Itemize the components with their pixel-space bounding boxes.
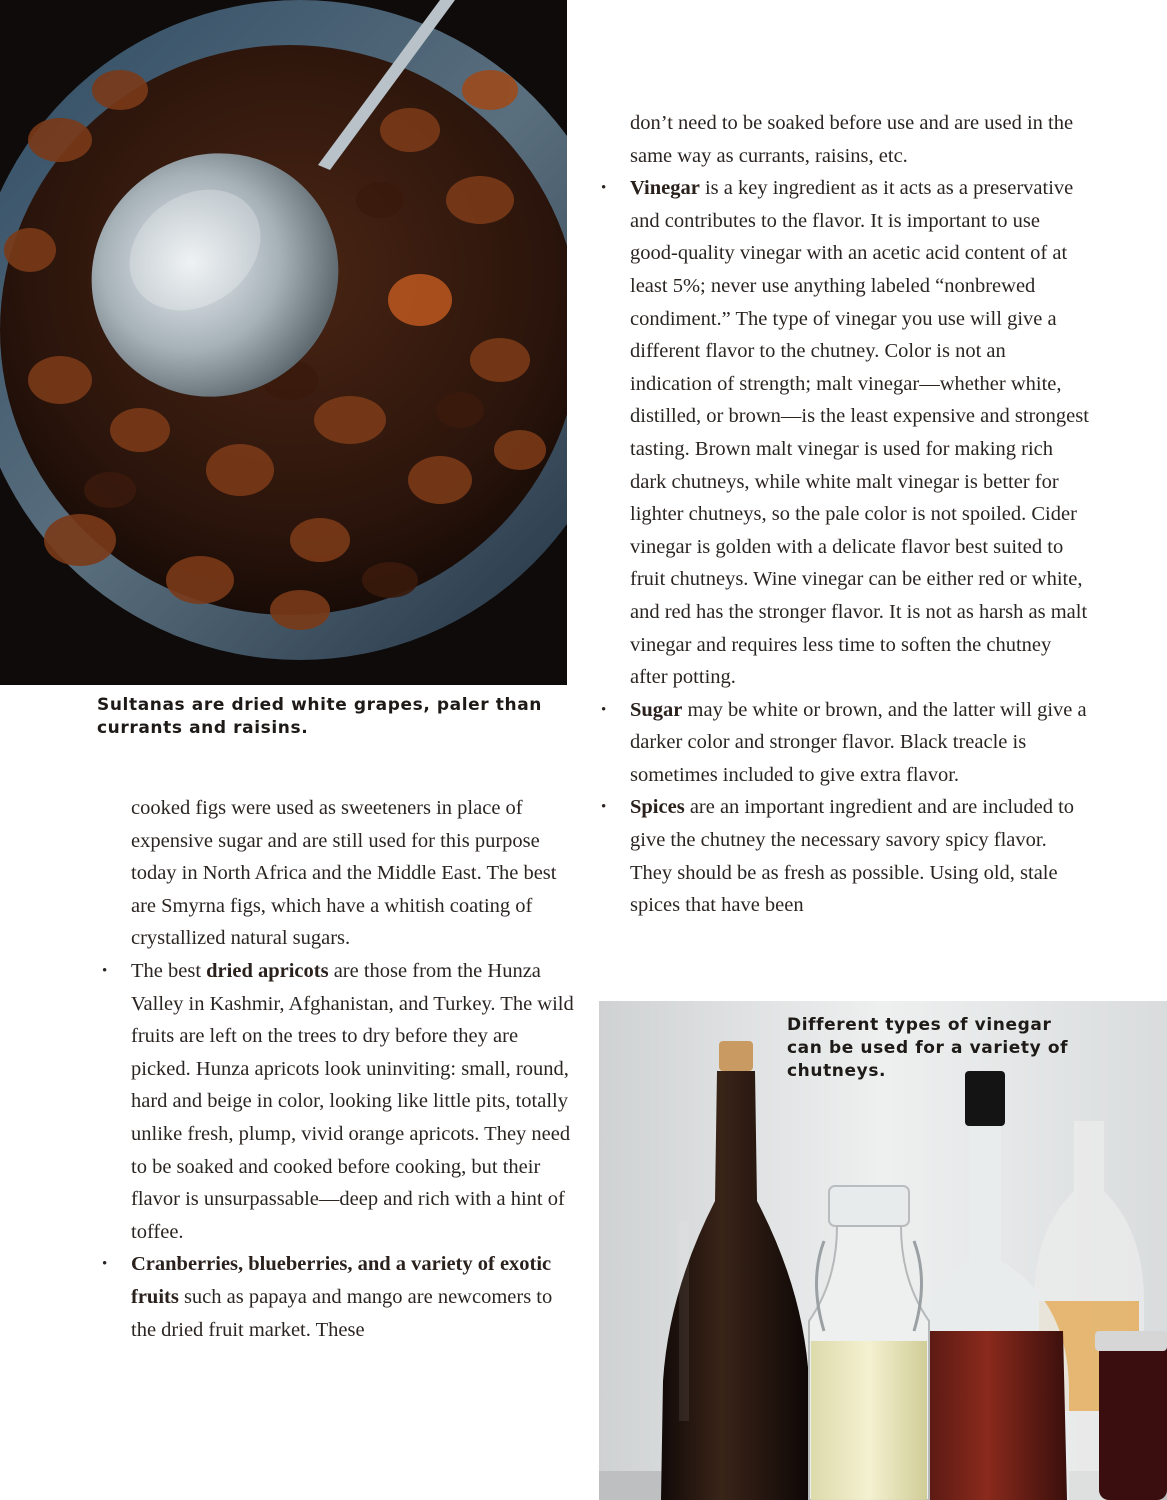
left-column bbox=[131, 792, 581, 1346]
apricots-lead: The best bbox=[131, 959, 207, 982]
vinegar-caption: Different types of vinegar can be used for a variety of chutneys. bbox=[787, 1015, 1069, 1081]
sultanas-caption: Sultanas are dried white grapes, paler than currants and raisins. bbox=[97, 695, 543, 738]
left-ingredient-list bbox=[131, 955, 581, 1346]
exotic-term: Cranberries, blueberries, and a variety of exotic fruits bbox=[131, 1253, 552, 1308]
sugar-term: Sugar bbox=[630, 698, 683, 721]
apricots-term: dried apricots bbox=[206, 959, 329, 982]
apricots-text: are those from the Hunza Valley in Kashmir, Afghanistan, and Turkey. The wild fruits are left on the trees to dry before they are picked. Hunza apricots look uninviting: small, round, hard and beige in color, looking like little pits, totally unlike fresh, plump, vivid orange apricots. They need to be soaked and cooked before cooking, but their flavor is unsurpassable—deep and rich with a hint of toffee. bbox=[131, 959, 574, 1243]
sugar-text: may be white or brown, and the latter will give a darker color and stronger flavor. Black treacle is sometimes included to give extra flavor. bbox=[630, 698, 1087, 786]
list-item-apricots bbox=[131, 955, 581, 1248]
list-item-exotic-fruits bbox=[131, 1248, 581, 1346]
sultanas-photo bbox=[0, 0, 567, 685]
vinegar-term: Vinegar bbox=[630, 177, 700, 200]
spices-term: Spices bbox=[630, 796, 685, 819]
figs-continuation: cooked figs were used as sweeteners in place of expensive sugar and are still used for this purpose today in North Africa and the Middle East. The best are Smyrna figs, which have a whitish coating of crystallized natural sugars. bbox=[131, 797, 557, 950]
list-item-vinegar bbox=[630, 172, 1090, 694]
list-item-spices bbox=[630, 791, 1090, 921]
list-item-sugar bbox=[630, 694, 1090, 792]
exotic-text: such as papaya and mango are newcomers to the dried fruit market. These bbox=[131, 1285, 553, 1341]
spices-text: are an important ingredient and are included to give the chutney the necessary savory spicy flavor. They should be as fresh as possible. Using old, stale spices that have been bbox=[630, 796, 1075, 917]
vinegar-text: is a key ingredient as it acts as a preservative and contributes to the flavor. It is important to use good-quality vinegar with an acetic acid content of at least 5%; never use anything labeled “nonbrewed condiment.” The type of vinegar you use will give a different flavor to the chutney. Color is not an indication of strength; malt vinegar—whether white, distilled, or brown—is the least expensive and strongest tasting. Brown malt vinegar is used for making rich dark chutneys, while white malt vinegar is better for lighter chutneys, so the pale color is not spoiled. Cider vinegar is golden with a delicate flavor best suited to fruit chutneys. Wine vinegar can be either red or white, and red has the stronger flavor. It is not as harsh as malt vinegar and requires less time to soften the chutney after potting. bbox=[630, 177, 1089, 689]
dried-fruit-continuation: don’t need to be soaked before use and are used in the same way as currants, raisins, etc. bbox=[630, 112, 1074, 167]
right-ingredient-list bbox=[630, 172, 1090, 922]
right-column bbox=[630, 107, 1090, 922]
